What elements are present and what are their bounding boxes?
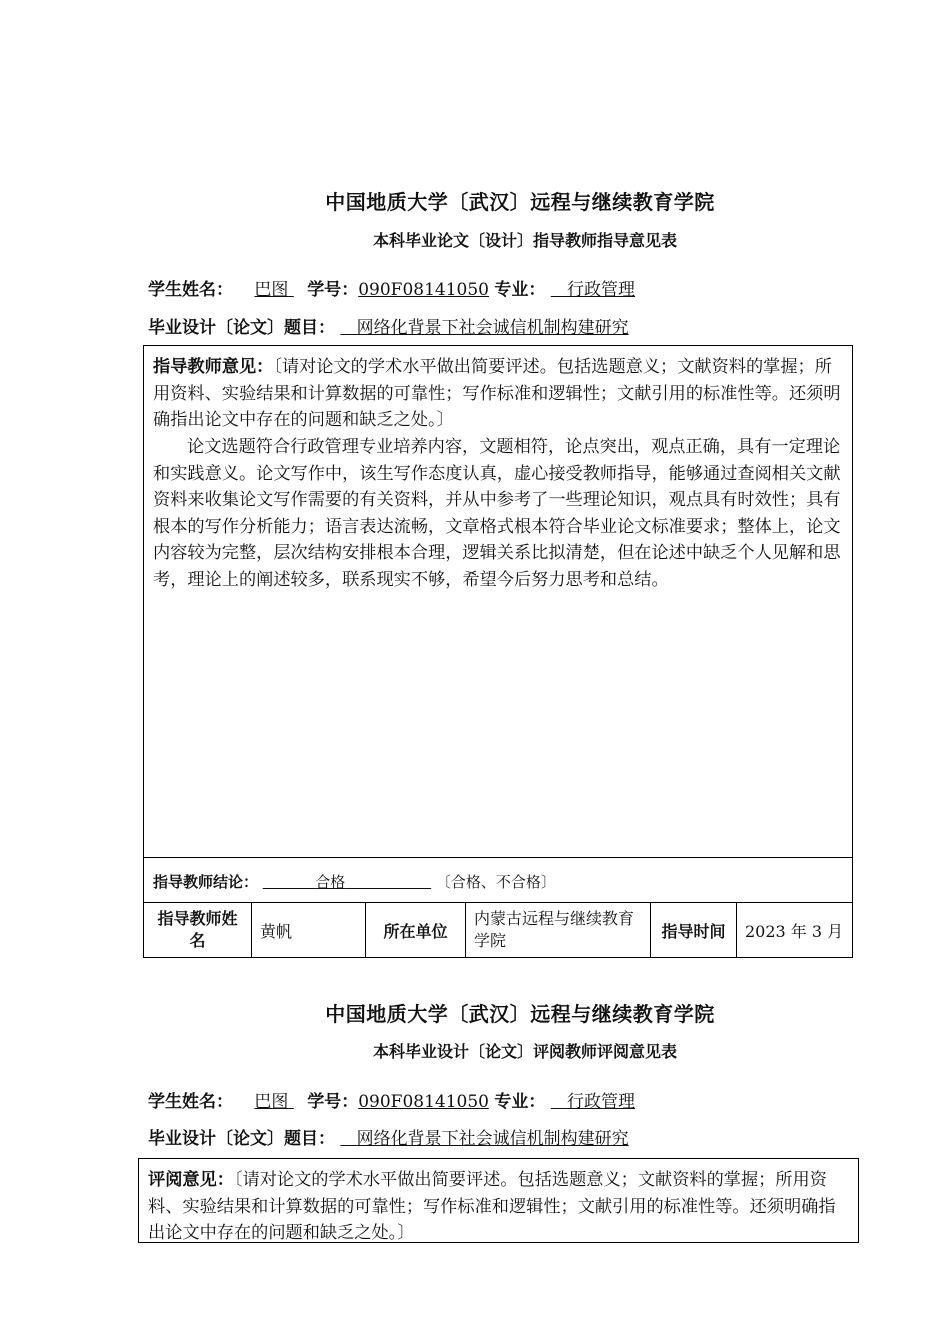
student-name-label: 学生姓名： [148,280,233,300]
section1-topic-line [148,313,629,338]
time-label: 指导时间 [651,903,737,958]
section1-subtitle: 本科毕业论文〔设计〕指导教师指导意见表 [372,231,677,250]
student-id-value: 090F08141050 [358,280,489,300]
advisor-opinion-hint: 指导教师意见：〔请对论文的学术水平做出简要评述。包括选题意义；文献资料的掌握；所用资料、实验结果和计算数据的可靠性；写作标准和逻辑性；文献引用的标准性等。还须明确指出论文中存在的问题和缺乏之处。〕 [153,357,841,430]
student-id-value: 090F08141050 [358,1092,489,1112]
advisor-conclusion-row [143,857,853,903]
major-label: 专业： [494,280,546,300]
major-value: 行政管理 [567,1092,636,1112]
section2-topic-line [148,1124,629,1149]
advisor-opinion-box [143,345,853,858]
topic-value: 网络化背景下社会诚信机制构建研究 [356,318,629,338]
section1-student-line [148,275,635,300]
student-id-label: 学号： [307,280,359,300]
major-value: 行政管理 [567,280,636,300]
student-name-value: 巴图 [254,280,289,300]
major-label: 专业： [494,1092,546,1112]
topic-label: 毕业设计〔论文〕题目： [148,318,335,338]
conclusion-value: 合格 [315,873,346,891]
student-name-label: 学生姓名： [148,1092,233,1112]
review-opinion-box [138,1158,859,1243]
unit-label: 所在单位 [366,903,466,958]
student-name-value: 巴图 [254,1092,289,1112]
section2-title: 中国地质大学〔武汉〕远程与继续教育学院 [325,1002,715,1026]
student-id-label: 学号： [307,1092,359,1112]
time-value: 2023 年 3 月 [737,903,853,958]
advisor-opinion-text: 论文选题符合行政管理专业培养内容，文题相符，论点突出，观点正确，具有一定理论和实践意义。论文写作中，该生写作态度认真，虚心接受教师指导，能够通过查阅相关文献资料来收集论文写作需要的有关资料，并从中参考了一些理论知识，观点具有时效性；具有根本的写作分析能力；语言表达流畅，文章格式根本符合毕业论文标准要求；整体上，论文内容较为完整，层次结构安排根本合理，逻辑关系比拟清楚，但在论述中缺乏个人见解和思考，理论上的阐述较多，联系现实不够，希望今后努力思考和总结。 [153,437,841,590]
review-opinion-hint: 评阅意见：〔请对论文的学术水平做出简要评述。包括选题意义；文献资料的掌握；所用资料、实验结果和计算数据的可靠性；写作标准和逻辑性；文献引用的标准性等。还须明确指出论文中存在的问题和缺乏之处。〕 [148,1170,836,1243]
advisor-info-table [143,902,853,958]
section2-student-line [148,1087,635,1112]
topic-value: 网络化背景下社会诚信机制构建研究 [356,1129,629,1149]
section2-subtitle: 本科毕业设计〔论文〕评阅教师评阅意见表 [372,1042,677,1061]
section1-title: 中国地质大学〔武汉〕远程与继续教育学院 [325,190,715,214]
conclusion-hint: 〔合格、不合格〕 [435,873,556,891]
teacher-label: 指导教师姓名 [144,903,252,958]
teacher-name: 黄帆 [252,903,366,958]
topic-label: 毕业设计〔论文〕题目： [148,1129,335,1149]
conclusion-label: 指导教师结论： [153,873,259,891]
unit-value: 内蒙古远程与继续教育学院 [466,903,651,958]
